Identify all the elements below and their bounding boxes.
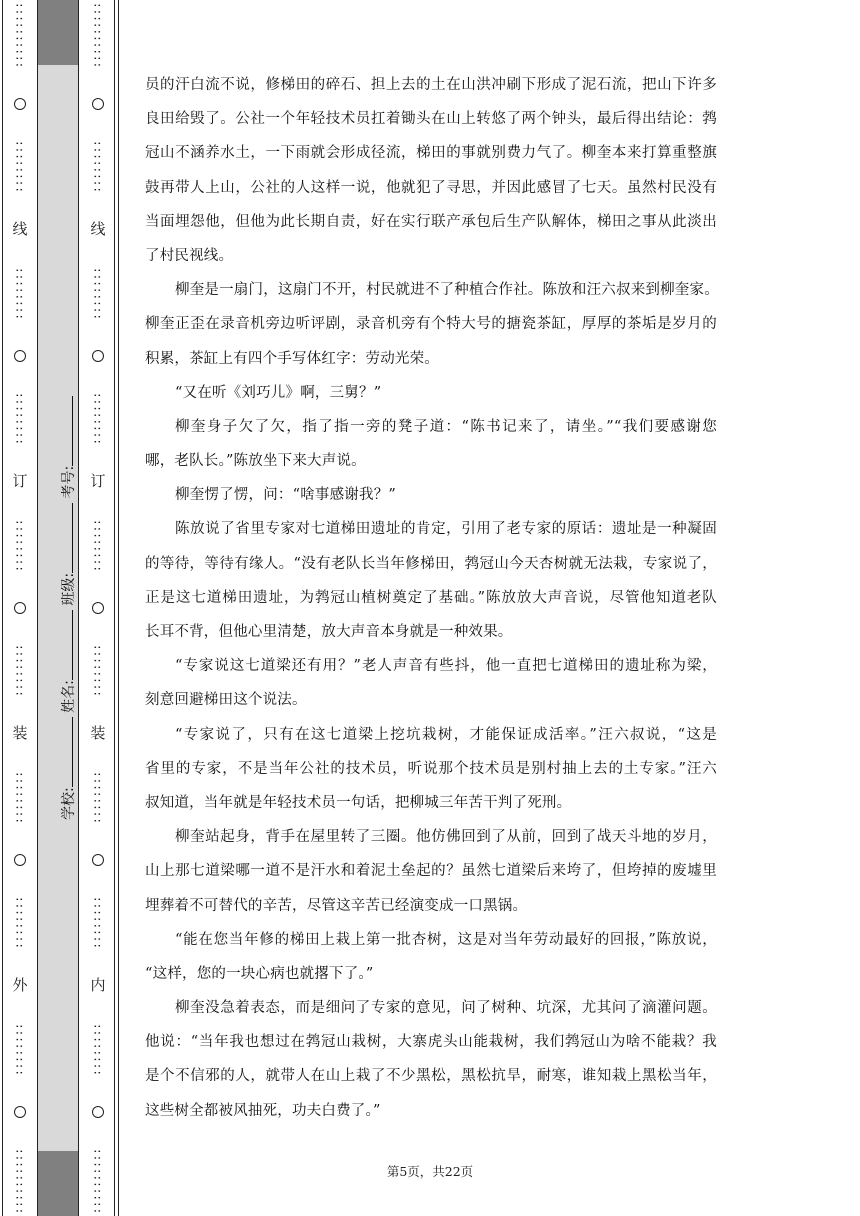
binding-hole-circle — [14, 350, 26, 362]
text-line: 良田给毁了。公社一个年轻技术员扛着锄头在山上转悠了两个钟头，最后得出结论：鹁 — [145, 111, 717, 128]
text-line: 了村民视线。 — [145, 247, 234, 264]
inner-binding-column: :::::::::: :::::::: 线 :::::::: :::::::: 订 :::::::: :::::::: 装 :::::::: :::::::: 内 :::::::: :::::::::: — [90, 2, 106, 1214]
binding-border-3 — [114, 0, 115, 1216]
binding-hole-circle — [92, 854, 104, 866]
binding-hole-circle — [14, 98, 26, 110]
binding-mark-inner: 内 — [90, 976, 106, 995]
student-info-fields — [58, 396, 78, 820]
text-line: 员的汗白流不说，修梯田的碎石、担上去的土在山洪冲刷下形成了泥石流，把山下许多 — [145, 77, 717, 93]
paragraph-start: 柳奎没急着表态，而是细问了专家的意见，问了树种、坑深，尤其问了滴灌问题。 — [175, 1000, 717, 1017]
class-field[interactable] — [60, 503, 73, 573]
binding-dark-block-bottom — [38, 1151, 78, 1216]
binding-border-left — [2, 0, 3, 1216]
paragraph-start: 柳奎站起身，背手在屋里转了三圈。他仿佛回到了从前，回到了战天斗地的岁月， — [175, 829, 717, 846]
paragraph-start: “专家说这七道梁还有用？”老人声音有些抖，他一直把七道梯田的遗址称为梁， — [175, 658, 717, 675]
text-line: 埋葬着不可替代的辛苦，尽管这辛苦已经演变成一口黑锅。 — [145, 897, 528, 914]
paragraph-start: “又在听《刘巧儿》啊，三舅？” — [175, 384, 382, 401]
text-line: 是个不信邪的人，就带人在山上栽了不少黑松，黑松抗旱，耐寒，谁知栽上黑松当年， — [145, 1068, 717, 1085]
binding-hole-circle — [92, 98, 104, 110]
school-field[interactable] — [60, 717, 73, 787]
text-line: 当面埋怨他，但他为此长期自责，好在实行联产承包后生产队解体，梯田之事从此淡出 — [145, 213, 717, 230]
text-line: 这些树全都被风抽死，功夫白费了。” — [145, 1102, 381, 1119]
article-body — [145, 68, 717, 1128]
exam-number-field[interactable] — [60, 396, 73, 466]
binding-mark-ding: 订 — [12, 472, 28, 491]
paragraph-start: “专家说了，只有在这七道梁上挖坑栽树，才能保证成活率。”汪六叔说，“这是 — [175, 726, 717, 743]
paragraph-start: 陈放说了省里专家对七道梯田遗址的肯定，引用了老专家的原话：遗址是一种凝固 — [175, 521, 717, 538]
binding-hole-circle — [92, 1106, 104, 1118]
exam-number-label: 考号: — [61, 465, 77, 499]
page-footer: 第5页，共22页 — [386, 1164, 474, 1179]
binding-dark-block-top — [38, 0, 78, 65]
school-label: 学校: — [61, 787, 77, 820]
text-line: 刻意回避梯田这个说法。 — [145, 692, 307, 709]
binding-hole-circle — [92, 602, 104, 614]
binding-mark-outer: 外 — [12, 976, 28, 995]
text-line: 鼓再带人上山，公社的人这样一说，他就犯了寻思，并因此感冒了七天。虽然村民没有 — [145, 179, 717, 196]
binding-border-2 — [78, 0, 79, 1216]
text-line: “这样，您的一块心病也就撂下了。” — [145, 965, 374, 982]
binding-hole-circle — [14, 1106, 26, 1118]
paragraph-start: 柳奎是一扇门，这扇门不开，村民就进不了种植合作社。陈放和汪六叔来到柳奎家。 — [175, 282, 719, 299]
text-line: 山上那七道梁哪一道不是汗水和着泥土垒起的？虽然七道梁后来垮了，但垮掉的废墟里 — [145, 863, 717, 880]
binding-hole-circle — [14, 854, 26, 866]
outer-binding-column: :::::::::: :::::::: 线 :::::::: :::::::: 订 :::::::: :::::::: 装 :::::::: :::::::: 外 :::::::: :::::::::: — [12, 2, 28, 1214]
text-line: 柳奎正歪在录音机旁边听评剧，录音机旁有个特大号的搪瓷茶缸，厚厚的茶垢是岁月的 — [145, 316, 717, 333]
paragraph-start: 柳奎身子欠了欠，指了指一旁的凳子道：“陈书记来了，请坐。”“我们要感谢您 — [175, 418, 717, 435]
text-line: 积累，茶缸上有四个手写体红字：劳动光荣。 — [145, 350, 439, 367]
binding-mark-line: 线 — [12, 220, 28, 239]
binding-border-4 — [118, 0, 119, 1216]
text-line: 省里的专家，不是当年公社的技术员，听说那个技术员是别村抽上去的土专家。”汪六 — [145, 760, 717, 777]
paragraph-start: 柳奎愣了愣，问：“啥事感谢我？” — [175, 487, 397, 504]
text-line: 叔知道，当年就是年轻技术员一句话，把柳城三年苦干判了死刑。 — [145, 794, 572, 811]
text-line: 冠山不涵养水土，一下雨就会形成径流，梯田的事就别费力气了。柳奎本来打算重整旗 — [145, 145, 717, 162]
text-line: 哪，老队长。”陈放坐下来大声说。 — [145, 453, 366, 470]
binding-hole-circle — [14, 602, 26, 614]
paragraph-start: “能在您当年修的梯田上栽上第一批杏树，这是对当年劳动最好的回报，”陈放说， — [175, 931, 717, 948]
text-line: 的等待，等待有缘人。“没有老队长当年修梯田，鹁冠山今天杏树就无法栽，专家说了， — [145, 555, 717, 572]
binding-hole-circle — [92, 350, 104, 362]
text-line: 他说：“当年我也想过在鹁冠山栽树，大寨虎头山能栽树，我们鹁冠山为啥不能栽？我 — [145, 1034, 717, 1051]
text-line: 长耳不背，但他心里清楚，放大声音本身就是一种效果。 — [145, 624, 513, 640]
binding-mark-zhuang: 装 — [12, 724, 28, 743]
name-field[interactable] — [60, 610, 73, 680]
text-line: 正是这七道梯田遗址，为鹁冠山植树奠定了基础。”陈放放大声音说，尽管他知道老队 — [145, 589, 717, 606]
binding-mark-zhuang: 装 — [90, 724, 106, 743]
name-label: 姓名: — [61, 680, 77, 713]
binding-mark-line: 线 — [90, 220, 106, 239]
class-label: 班级: — [61, 572, 77, 606]
binding-mark-ding: 订 — [90, 472, 106, 491]
